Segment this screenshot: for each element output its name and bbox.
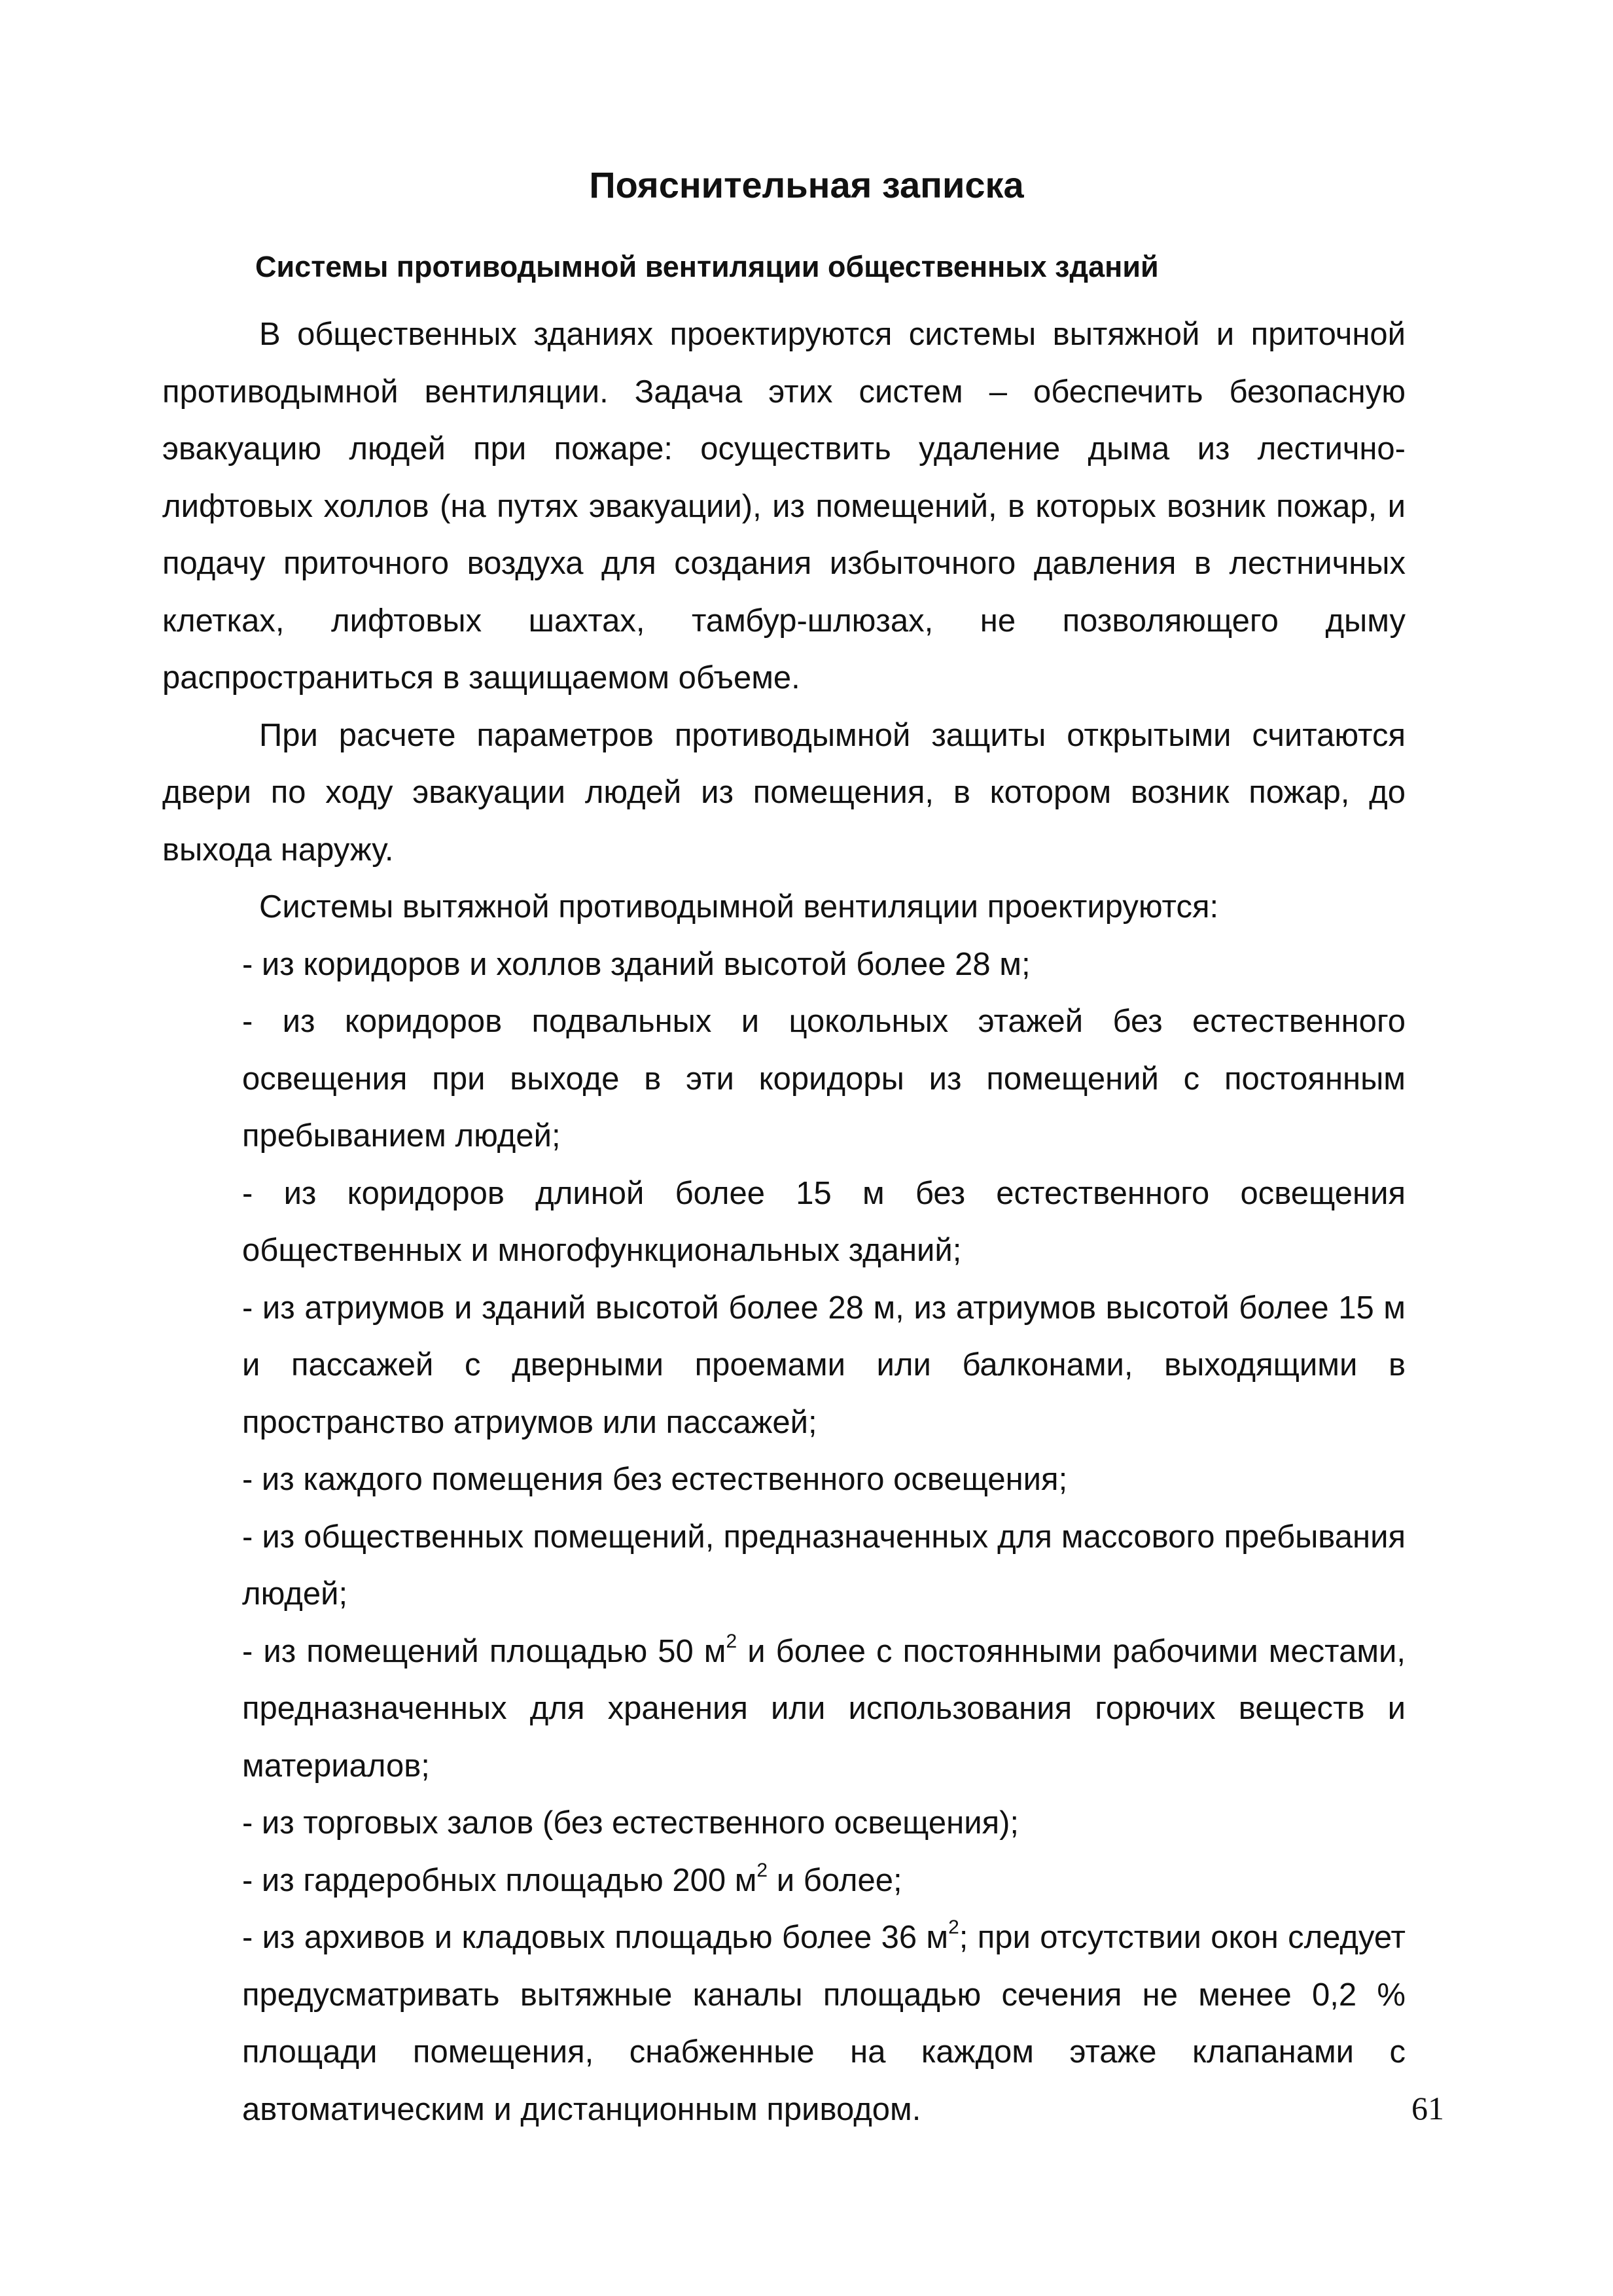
paragraph: При расчете параметров противодымной защиты открытыми считаются двери по ходу эвакуации людей из помещения, в котором возник пожар, до выхода наружу. [162, 717, 1406, 868]
superscript: 2 [948, 1916, 959, 1938]
list-item [162, 1623, 1406, 1795]
superscript: 2 [756, 1859, 768, 1881]
list-item [162, 1852, 1406, 1910]
list-item-text: ; при отсутствии окон следует предусматривать вытяжные каналы площадью сечения не менее 0,2 % площади помещения, снабженные на каждом этаже клапанами с автоматическим и дистанционным приводом. [242, 1920, 1406, 2127]
list-item: - из общественных помещений, предназначенных для массового пребывания людей; [242, 1519, 1406, 1612]
list-item-text: - из гардеробных площадью 200 м [242, 1862, 757, 1898]
list-item-text: - из помещений площадью 50 м [242, 1633, 726, 1669]
list-item [162, 1909, 1406, 2138]
list-item: - из торговых залов (без естественного освещения); [242, 1805, 1019, 1841]
paragraph: В общественных зданиях проектируются системы вытяжной и приточной противодымной вентиляции. Задача этих систем – обеспечить безопасную эвакуацию людей при пожаре: осуществить удаление дыма из лестично-лифтовых холлов (на путях эвакуации), из помещений, в которых возник пожар, и подачу приточного воздуха для создания избыточного давления в лестничных клетках, лифтовых шахтах, тамбур-шлюзах, не позволяющего дыму распространиться в защищаемом объеме. [162, 317, 1406, 696]
list-item: - из коридоров подвальных и цокольных этажей без естественного освещения при выходе в эти коридоры из помещений с постоянным пребыванием людей; [242, 1004, 1406, 1154]
page-title: Пояснительная записка [589, 164, 1024, 205]
list-item-text: и более с постоянными рабочими местами, предназначенных для хранения или использования горючих веществ и материалов; [242, 1633, 1406, 1784]
list-item: - из коридоров и холлов зданий высотой более 28 м; [242, 946, 1031, 982]
list-item: - из атриумов и зданий высотой более 28 м, из атриумов высотой более 15 м и пассажей с дверными проемами или балконами, выходящими в пространство атриумов или пассажей; [242, 1290, 1406, 1440]
list-item: - из коридоров длиной более 15 м без естественного освещения общественных и многофункциональных зданий; [242, 1175, 1406, 1268]
list-item-text: и более; [768, 1862, 902, 1898]
paragraph: Системы вытяжной противодымной вентиляции проектируются: [259, 889, 1219, 925]
body-text [162, 306, 1406, 2138]
superscript: 2 [726, 1630, 737, 1652]
list-item-text: - из архивов и кладовых площадью более 36 м [242, 1920, 949, 1955]
page-number: 61 [1411, 2090, 1444, 2127]
section-subtitle: Системы противодымной вентиляции общественных зданий [255, 250, 1159, 283]
list-item: - из каждого помещения без естественного освещения; [242, 1462, 1068, 1497]
